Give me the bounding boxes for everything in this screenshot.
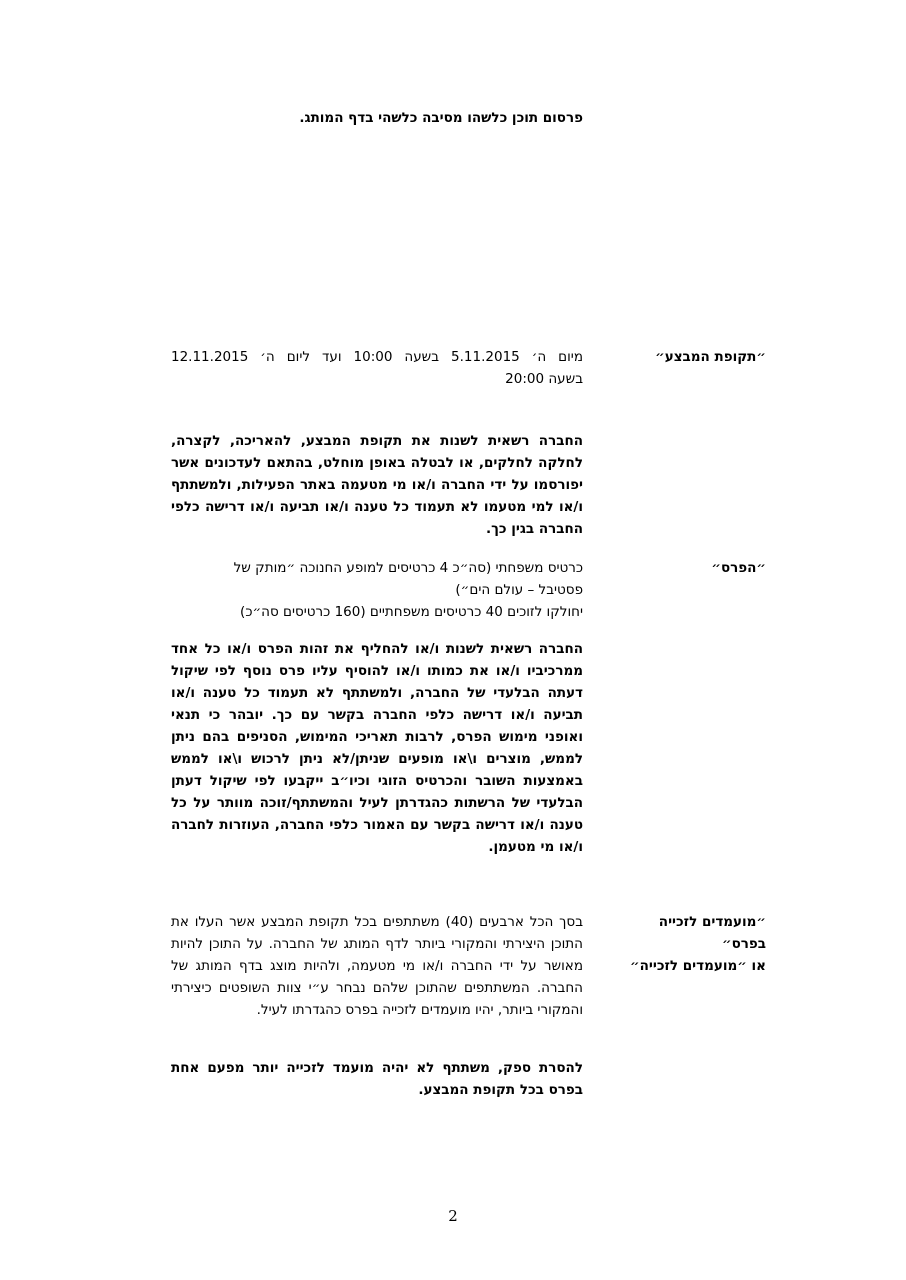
winners-label (616, 911, 766, 977)
prize-label: ״הפרס״ (711, 560, 766, 576)
winners-label-line: ״מועמדים לזכייה (658, 914, 766, 930)
winners-bold-paragraph: להסרת ספק, משתתף לא יהיה מועמד לזכייה יותר מפעם אחת בפרס בכל תקופת המבצע. (171, 1060, 583, 1098)
period-label: ״תקופת המבצע״ (655, 349, 766, 365)
winners-label-line: או ״מועמדים לזכייה״ (630, 958, 766, 974)
prize-bold-paragraph: החברה רשאית לשנות ו/או להחליף את זהות הפרס ו/או כל אחד ממרכיביו ו/או את כמותו ו/או להוסיף עליו פרס נוסף לפי שיקול דעתה הבלעדי של החברה, ולמשתתף לא תעמוד כל טענה ו/או תביעה ו/או דרישה כלפי החברה בקשר עם כך. יובהר כי תנאי ואופני מימוש הפרס, לרבות תאריכי המימוש, הסניפים בהם ניתן לממש, מוצרים ו\או מופעים שניתן/לא ניתן לרכוש ו\או לממש באמצעות השובר והכרטיס הזוגי וכיו״ב ייקבעו לפי שיקול דעתן הבלעדי של הרשתות כהגדרתן לעיל והמשתתף/זוכה מוותר על כל טענה ו/או דרישה בקשר עם האמור כלפי החברה, העוזרות לחברה ו/או מי מטעמן. (171, 641, 583, 855)
period-text (171, 346, 583, 390)
page-number: 2 (448, 1207, 458, 1225)
period-text-line: מיום ה׳ 5.11.2015 בשעה 10:00 ועד ליום ה׳ 12.11.2015 (171, 349, 583, 365)
prize-text-line: כרטיס משפחתי (סה״כ 4 כרטיסים למופע החנוכה ״מותק של (233, 560, 583, 576)
header-note: פרסום תוכן כלשהו מסיבה כלשהי בדף המותג. (299, 110, 583, 126)
period-bold-paragraph: החברה רשאית לשנות את תקופת המבצע, להאריכה, לקצרה, לחלקה לחלקים, או לבטלה באופן מוחלט, בהתאם לעדכונים אשר יפורסמו על ידי החברה ו/או מי מטעמה באתר הפעילות, ולמשתתף ו/או למי מטעמו לא תעמוד כל טענה ו/או תביעה ו/או דרישה כלפי החברה בגין כך. (171, 433, 583, 537)
winners-label-line: בפרס״ (721, 936, 766, 952)
prize-text-line: יחולקו לזוכים 40 כרטיסים משפחתיים (160 כרטיסים סה״כ) (240, 604, 583, 620)
winners-paragraph: בסך הכל ארבעים (40) משתתפים בכל תקופת המבצע אשר העלו את התוכן היצירתי והמקורי ביותר לדף המותג של החברה. על התוכן להיות מאושר על ידי החברה ו/או מי מטעמה, ולהיות מוצג בדף המותג של החברה. המשתתפים שהתוכן שלהם נבחר ע״י צוות השופטים כיצירתי והמקורי ביותר, יהיו מועמדים לזכייה בפרס כהגדרתו לעיל. (171, 914, 583, 1018)
prize-text-line: פסטיבל – עולם הים״) (455, 582, 583, 598)
prize-text (171, 557, 583, 623)
period-text-line: בשעה 20:00 (505, 371, 583, 387)
